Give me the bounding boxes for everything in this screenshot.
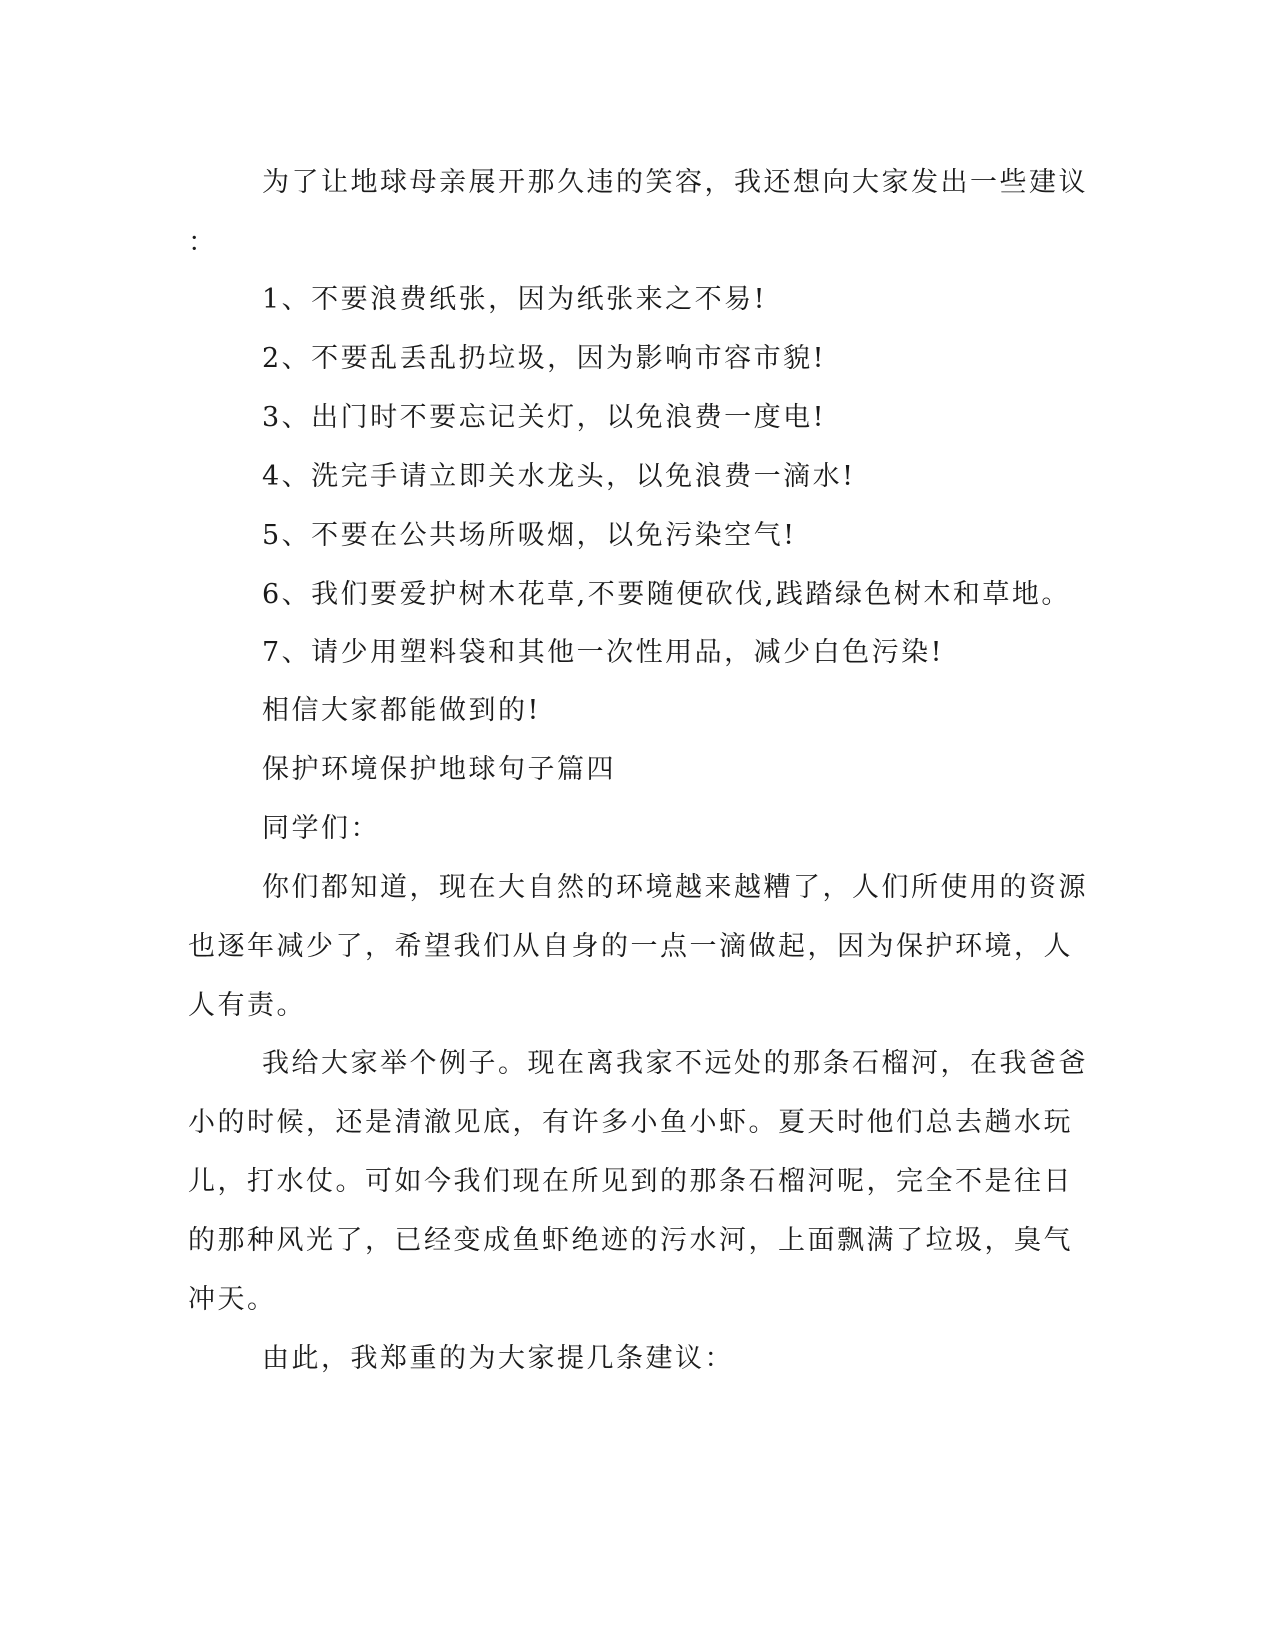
paragraph-line: 儿，打水仗。可如今我们现在所见到的那条石榴河呢，完全不是往日 — [188, 1166, 1073, 1197]
paragraph-line: 冲天。 — [188, 1284, 277, 1315]
suggestion-item: 5、不要在公共场所吸烟，以免污染空气! — [262, 520, 797, 551]
intro-line-2: ： — [188, 227, 218, 258]
section-title: 保护环境保护地球句子篇四 — [262, 754, 616, 785]
paragraph-line: 我给大家举个例子。现在离我家不远处的那条石榴河，在我爸爸 — [262, 1048, 1088, 1079]
paragraph-line: 你们都知道，现在大自然的环境越来越糟了，人们所使用的资源 — [262, 872, 1088, 903]
greeting: 同学们： — [262, 813, 380, 844]
paragraph-line: 由此，我郑重的为大家提几条建议： — [262, 1343, 734, 1374]
paragraph-line: 的那种风光了，已经变成鱼虾绝迹的污水河，上面飘满了垃圾，臭气 — [188, 1225, 1073, 1256]
suggestion-item: 3、出门时不要忘记关灯，以免浪费一度电! — [262, 402, 827, 433]
closing-line: 相信大家都能做到的! — [262, 695, 541, 726]
paragraph-line: 小的时候，还是清澈见底，有许多小鱼小虾。夏天时他们总去趟水玩 — [188, 1107, 1073, 1138]
paragraph-line: 人有责。 — [188, 990, 306, 1021]
paragraph-line: 也逐年减少了，希望我们从自身的一点一滴做起，因为保护环境，人 — [188, 931, 1073, 962]
suggestion-item: 1、不要浪费纸张，因为纸张来之不易! — [262, 284, 768, 315]
suggestion-item: 7、请少用塑料袋和其他一次性用品，减少白色污染! — [262, 637, 945, 668]
suggestion-item: 6、我们要爱护树木花草,不要随便砍伐,践踏绿色树木和草地。 — [262, 579, 1071, 610]
intro-line-1: 为了让地球母亲展开那久违的笑容，我还想向大家发出一些建议 — [262, 167, 1088, 198]
suggestion-item: 2、不要乱丢乱扔垃圾，因为影响市容市貌! — [262, 343, 827, 374]
suggestion-item: 4、洗完手请立即关水龙头，以免浪费一滴水! — [262, 461, 856, 492]
